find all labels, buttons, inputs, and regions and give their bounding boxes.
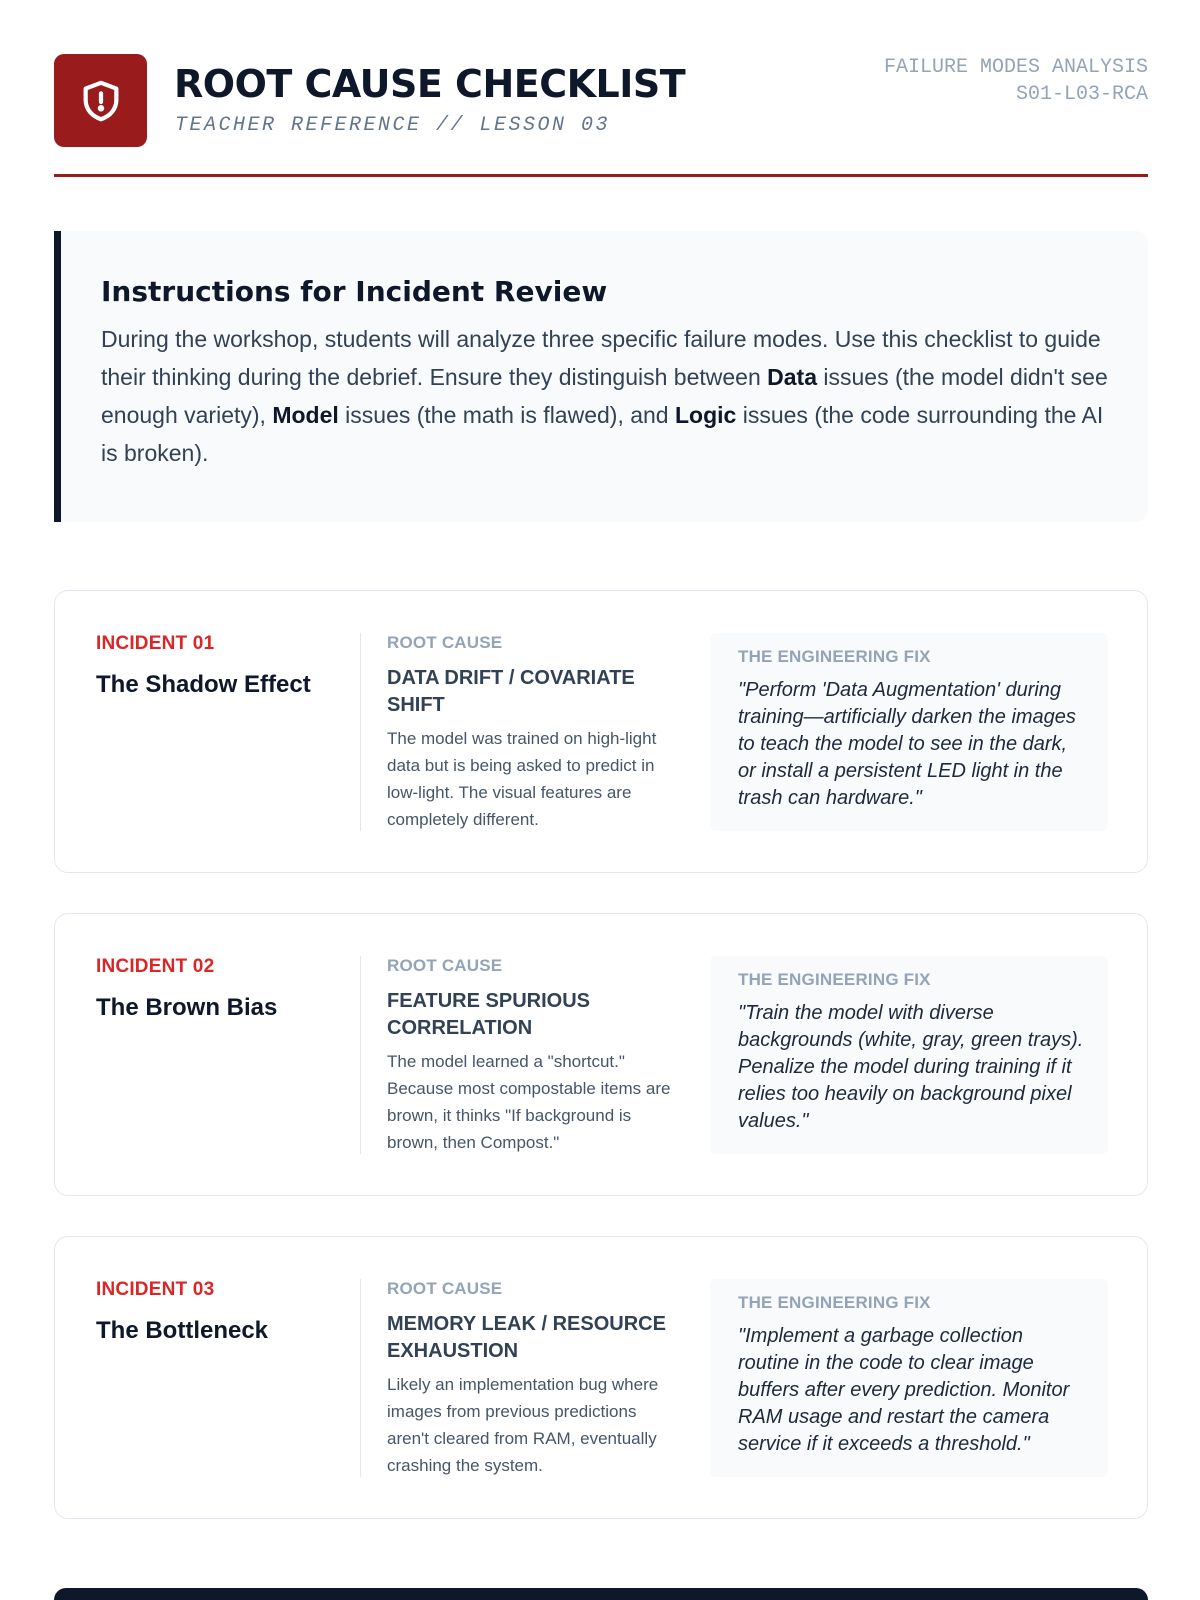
engineering-fix-label: THE ENGINEERING FIX [738,647,931,666]
incident-card-01 [54,590,1148,873]
root-cause-title: MEMORY LEAK / RESOURCE EXHAUSTION [387,1313,666,1362]
column-divider [360,956,361,1154]
engineering-fix-text: "Train the model with diverse backgrounds (white, gray, green trays). Penalize the model during training if it relies too heavily on background pixel values." [738,1002,1084,1132]
incident-label: INCIDENT 03 [96,1279,215,1300]
root-cause-title: FEATURE SPURIOUS CORRELATION [387,990,590,1039]
instructions-text-part: During the workshop, students will analyze three specific failure modes. Use this checklist to guide their thinking during the debrief. Ensure they distinguish between [101,326,1101,390]
instructions-text-part: issues (the code surrounding the AI is broken). [101,402,1104,466]
engineering-fix-box [710,1279,1108,1477]
incident-title: The Brown Bias [96,994,278,1021]
root-cause-section [387,1279,677,1479]
page-subtitle: TEACHER REFERENCE // LESSON 03 [175,114,611,137]
root-cause-description: Likely an implementation bug where images from previous predictions aren't cleared from RAM, eventually crashing the system. [387,1375,659,1475]
instructions-panel [54,231,1148,522]
incident-card-02 [54,913,1148,1196]
root-cause-title: DATA DRIFT / COVARIATE SHIFT [387,667,635,716]
incident-identity [96,956,356,1022]
instructions-text [101,320,1108,472]
root-cause-label: ROOT CAUSE [387,633,503,652]
incident-label: INCIDENT 02 [96,956,215,977]
engineering-fix-text: "Implement a garbage collection routine in the code to clear image buffers after every prediction. Monitor RAM usage and restart the camera service if it exceeds a threshold." [738,1325,1070,1455]
page-title: ROOT CAUSE CHECKLIST [174,62,686,106]
column-divider [360,633,361,831]
engineering-fix-box [710,633,1108,831]
incident-card-03 [54,1236,1148,1519]
instructions-bold-data: Data [767,364,817,390]
meta-analysis-label: FAILURE MODES ANALYSIS [883,56,1148,79]
instructions-text-part: issues (the model didn't see enough variety), [101,364,1108,428]
footer-panel [54,1588,1148,1600]
shield-alert-icon [78,78,124,124]
incident-label: INCIDENT 01 [96,633,215,654]
instructions-bold-model: Model [272,402,339,428]
page-header [54,54,1148,178]
instructions-text-part: issues (the math is flawed), and [338,402,675,428]
engineering-fix-text: "Perform 'Data Augmentation' during training—artificially darken the images to teach the model to see in the dark, or install a persistent LED light in the trash can hardware." [738,679,1076,809]
engineering-fix-box [710,956,1108,1154]
incident-title: The Bottleneck [96,1317,269,1344]
logo [54,54,147,147]
instructions-heading: Instructions for Incident Review [101,275,608,308]
meta-code: S01-L03-RCA [1015,83,1148,106]
document-meta [884,54,1148,108]
root-cause-section [387,956,677,1156]
engineering-fix-label: THE ENGINEERING FIX [738,970,931,989]
column-divider [360,1279,361,1477]
header-divider [54,174,1148,177]
root-cause-description: The model learned a "shortcut." Because most compostable items are brown, it thinks "If background is brown, then Compost." [387,1052,671,1152]
instructions-bold-logic: Logic [675,402,737,428]
incident-title: The Shadow Effect [96,671,311,698]
root-cause-label: ROOT CAUSE [387,1279,503,1298]
root-cause-section [387,633,677,833]
incident-identity [96,1279,356,1345]
root-cause-description: The model was trained on high-light data but is being asked to predict in low-light. The visual features are completely different. [387,729,657,829]
root-cause-label: ROOT CAUSE [387,956,503,975]
incident-identity [96,633,356,699]
engineering-fix-label: THE ENGINEERING FIX [738,1293,931,1312]
